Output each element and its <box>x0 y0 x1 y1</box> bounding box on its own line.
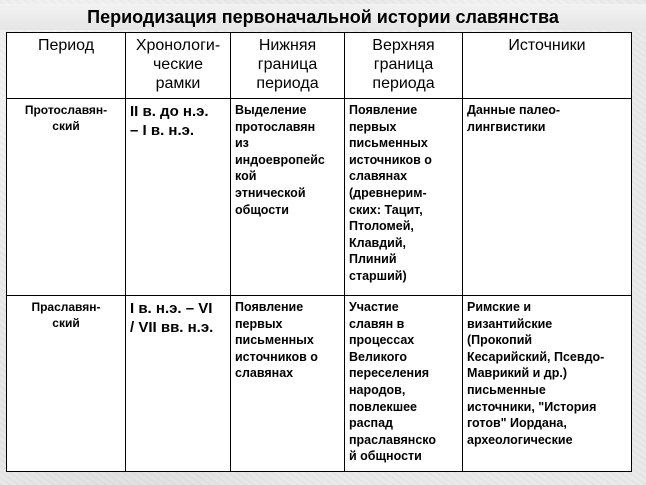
cell-period: Праславян- ский <box>7 296 126 472</box>
cell-chronology: II в. до н.э. – I в. н.э. <box>126 99 231 296</box>
cell-upper-bound: Участие славян в процессах Великого переселения народов, повлекшее распад праславянско й общности <box>345 296 463 472</box>
header-upper-bound: Верхняя граница периода <box>345 33 463 99</box>
table-header-row <box>7 33 632 99</box>
cell-sources: Данные палео- лингвистики <box>463 99 632 296</box>
cell-sources: Римские и византийские (Прокопий Кесарийский, Псевдо- Маврикий и др.) письменные источники, "История готов" Иордана, археологические <box>463 296 632 472</box>
cell-period: Протославян- ский <box>7 99 126 296</box>
header-lower-bound: Нижняя граница периода <box>231 33 345 99</box>
header-period: Период <box>7 33 126 99</box>
periodization-table <box>6 32 632 472</box>
cell-upper-bound: Появление первых письменных источников о славянах (древнерим- ских: Тацит, Птоломей, Клавдий, Плиний старший) <box>345 99 463 296</box>
table-row <box>7 99 632 296</box>
cell-lower-bound: Выделение протославян из индоевропейс кой этнической общости <box>231 99 345 296</box>
cell-chronology: I в. н.э. – VI / VII вв. н.э. <box>126 296 231 472</box>
cell-lower-bound: Появление первых письменных источников о славянах <box>231 296 345 472</box>
table-row <box>7 296 632 472</box>
header-chronology: Хронологи- ческие рамки <box>126 33 231 99</box>
header-sources: Источники <box>463 33 632 99</box>
slide-title: Периодизация первоначальной истории славянства <box>0 4 646 30</box>
